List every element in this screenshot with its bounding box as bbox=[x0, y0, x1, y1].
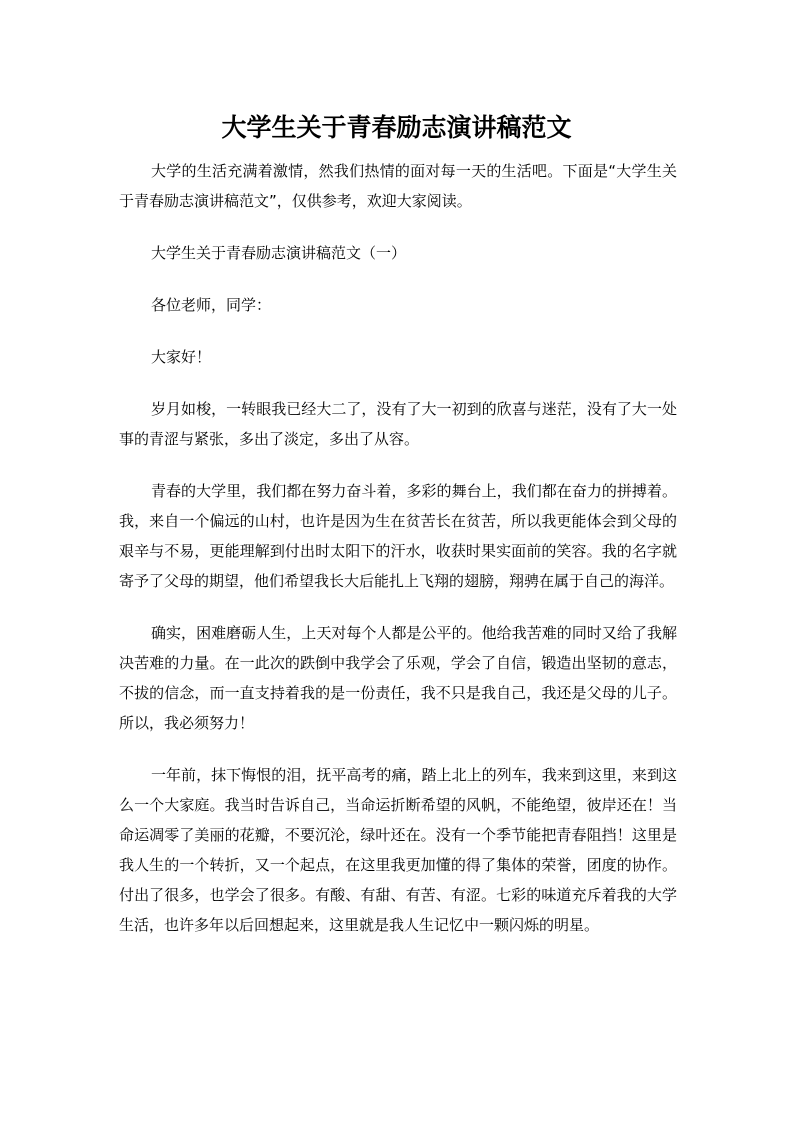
document-body bbox=[119, 156, 677, 962]
document-title: 大学生关于青春励志演讲稿范文 bbox=[221, 113, 572, 142]
section-heading: 大学生关于青春励志演讲稿范文（一） bbox=[151, 244, 407, 262]
intro-paragraph: 大学的生活充满着激情，然我们热情的面对每一天的生活吧。下面是“大学生关于青春励志演讲稿范文”，仅供参考，欢迎大家阅读。 bbox=[119, 162, 677, 210]
body-paragraph: 一年前，抹下悔恨的泪，抚平高考的痛，踏上北上的列车，我来到这里，来到这么一个大家庭。我当时告诉自己，当命运折断希望的风帆，不能绝望，彼岸还在！当命运凋零了美丽的花瓣，不要沉沦，绿叶还在。没有一个季节能把青春阻挡！这里是我人生的一个转折，又一个起点，在这里我更加懂的得了集体的荣誉，团度的协作。付出了很多，也学会了很多。有酸、有甜、有苦、有涩。七彩的味道充斥着我的大学生活，也许多年以后回想起来，这里就是我人生记忆中一颗闪烁的明星。 bbox=[119, 766, 677, 934]
body-paragraph: 青春的大学里，我们都在努力奋斗着，多彩的舞台上，我们都在奋力的拼搏着。我，来自一个偏远的山村，也许是因为生在贫苦长在贫苦，所以我更能体会到父母的艰辛与不易，更能理解到付出时太阳下的汗水，收获时果实面前的笑容。我的名字就寄予了父母的期望，他们希望我长大后能扎上飞翔的翅膀，翔骋在属于自己的海洋。 bbox=[119, 482, 677, 590]
salutation: 各位老师，同学： bbox=[151, 296, 272, 314]
body-paragraph: 岁月如梭，一转眼我已经大二了，没有了大一初到的欣喜与迷茫，没有了大一处事的青涩与紧张，多出了淡定，多出了从容。 bbox=[119, 400, 677, 448]
greeting: 大家好！ bbox=[151, 348, 212, 366]
body-paragraph: 确实，困难磨砺人生，上天对每个人都是公平的。他给我苦难的同时又给了我解决苦难的力量。在一此次的跌倒中我学会了乐观，学会了自信，锻造出坚韧的意志，不拔的信念，而一直支持着我的是一份责任，我不只是我自己，我还是父母的儿子。所以，我必须努力！ bbox=[119, 624, 677, 732]
